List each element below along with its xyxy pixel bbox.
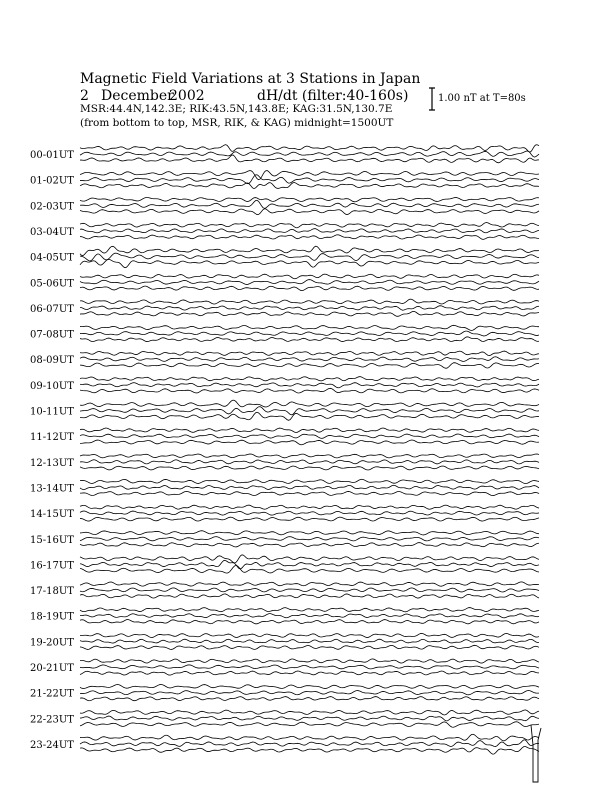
trace-rik xyxy=(80,200,539,208)
chart-title: Magnetic Field Variations at 3 Stations in Japan xyxy=(80,71,421,87)
trace-kag xyxy=(80,145,539,152)
trace-rik xyxy=(80,614,539,618)
trace-msr xyxy=(80,491,539,495)
row-label: 09-10UT xyxy=(30,380,74,392)
trace-rik xyxy=(80,383,539,388)
trace-msr xyxy=(80,466,539,470)
trace-rik xyxy=(80,485,539,489)
trace-msr xyxy=(80,645,539,649)
trace-msr xyxy=(80,311,539,316)
trace-kag xyxy=(80,582,539,586)
trace-msr xyxy=(80,697,539,701)
trace-kag xyxy=(80,223,539,228)
trace-kag xyxy=(80,505,539,509)
trace-rik xyxy=(80,690,539,694)
row-label: 11-12UT xyxy=(30,432,74,444)
row-label: 02-03UT xyxy=(30,201,74,213)
trace-msr xyxy=(80,388,539,393)
scale-bar xyxy=(429,88,435,110)
trace-rik xyxy=(80,151,539,157)
row-label: 19-20UT xyxy=(30,637,74,649)
trace-rik xyxy=(80,460,539,464)
trace-rik xyxy=(80,560,539,568)
trace-msr xyxy=(80,363,539,369)
trace-kag xyxy=(80,197,539,201)
trace-kag xyxy=(80,246,539,255)
row-label: 15-16UT xyxy=(30,534,74,546)
date-day: 2 xyxy=(80,88,89,104)
trace-rik xyxy=(80,280,539,285)
trace-kag xyxy=(80,400,539,407)
trace-kag xyxy=(80,531,539,535)
row-label: 20-21UT xyxy=(30,663,74,674)
trace-rik xyxy=(80,716,539,721)
row-label: 03-04UT xyxy=(30,226,74,238)
trace-msr xyxy=(80,440,539,445)
trace-rik xyxy=(80,639,539,643)
trace-kag xyxy=(80,659,539,663)
trace-msr xyxy=(80,209,539,215)
station-order-note: (from bottom to top, MSR, RIK, & KAG) midnight=1500UT xyxy=(80,117,394,129)
row-label: 23-24UT xyxy=(30,739,74,751)
trace-kag xyxy=(80,351,539,355)
trace-msr xyxy=(80,722,539,727)
row-label: 21-22UT xyxy=(30,688,74,700)
date-month: December xyxy=(101,88,174,104)
trace-kag xyxy=(80,377,539,381)
row-label: 01-02UT xyxy=(30,175,74,187)
quantity-label: dH/dt (filter:40-160s) xyxy=(257,88,409,104)
row-label: 04-05UT xyxy=(30,252,74,264)
trace-rik xyxy=(80,175,539,184)
row-label: 14-15UT xyxy=(30,509,74,521)
trace-msr xyxy=(80,594,539,598)
trace-rik xyxy=(80,229,539,233)
trace-msr xyxy=(80,235,539,240)
row-label: 08-09UT xyxy=(30,355,74,367)
station-coordinates: MSR:44.4N,142.3E; RIK:43.5N,143.8E; KAG:31.5N,130.7E xyxy=(80,103,393,115)
trace-rik xyxy=(80,537,539,541)
trace-kag xyxy=(80,555,539,563)
trace-rik xyxy=(80,331,539,336)
row-label: 10-11UT xyxy=(30,406,74,418)
trace-msr xyxy=(80,671,539,675)
date-year: 2002 xyxy=(169,88,205,104)
row-label: 12-13UT xyxy=(30,457,74,469)
trace-kag xyxy=(80,608,539,612)
trace-msr xyxy=(80,183,539,189)
trace-kag xyxy=(80,274,539,279)
trace-msr xyxy=(80,286,539,291)
trace-rik xyxy=(80,511,539,515)
trace-kag xyxy=(80,428,539,432)
trace-kag xyxy=(80,684,539,688)
trace-kag xyxy=(80,454,539,458)
row-label: 22-23UT xyxy=(30,714,74,726)
trace-excursion xyxy=(531,725,541,782)
trace-msr xyxy=(80,517,539,521)
trace-rik xyxy=(80,407,539,415)
trace-msr xyxy=(80,412,539,420)
row-label: 17-18UT xyxy=(30,586,74,598)
trace-rik xyxy=(80,588,539,592)
scale-bar-label: 1.00 nT at T=80s xyxy=(438,93,526,104)
trace-msr xyxy=(80,337,539,342)
trace-msr xyxy=(80,259,539,267)
trace-msr xyxy=(80,155,539,163)
row-label: 16-17UT xyxy=(30,560,74,572)
trace-kag xyxy=(80,633,539,637)
trace-rik xyxy=(80,740,539,747)
trace-rik xyxy=(80,306,539,310)
row-label: 05-06UT xyxy=(30,278,74,290)
row-label: 13-14UT xyxy=(30,483,74,495)
trace-kag xyxy=(80,479,539,483)
trace-msr xyxy=(80,543,539,547)
trace-rik xyxy=(80,357,539,362)
trace-kag xyxy=(80,734,539,741)
trace-rik xyxy=(80,253,539,261)
trace-kag xyxy=(80,710,539,715)
trace-rik xyxy=(80,665,539,669)
trace-msr xyxy=(80,747,539,755)
trace-msr xyxy=(80,620,539,624)
trace-kag xyxy=(80,325,539,330)
row-label: 18-19UT xyxy=(30,611,74,623)
trace-msr xyxy=(80,565,539,573)
row-label: 06-07UT xyxy=(30,303,74,315)
row-label: 00-01UT xyxy=(30,150,74,161)
trace-kag xyxy=(80,299,539,304)
row-label: 07-08UT xyxy=(30,329,74,341)
trace-rik xyxy=(80,434,539,438)
